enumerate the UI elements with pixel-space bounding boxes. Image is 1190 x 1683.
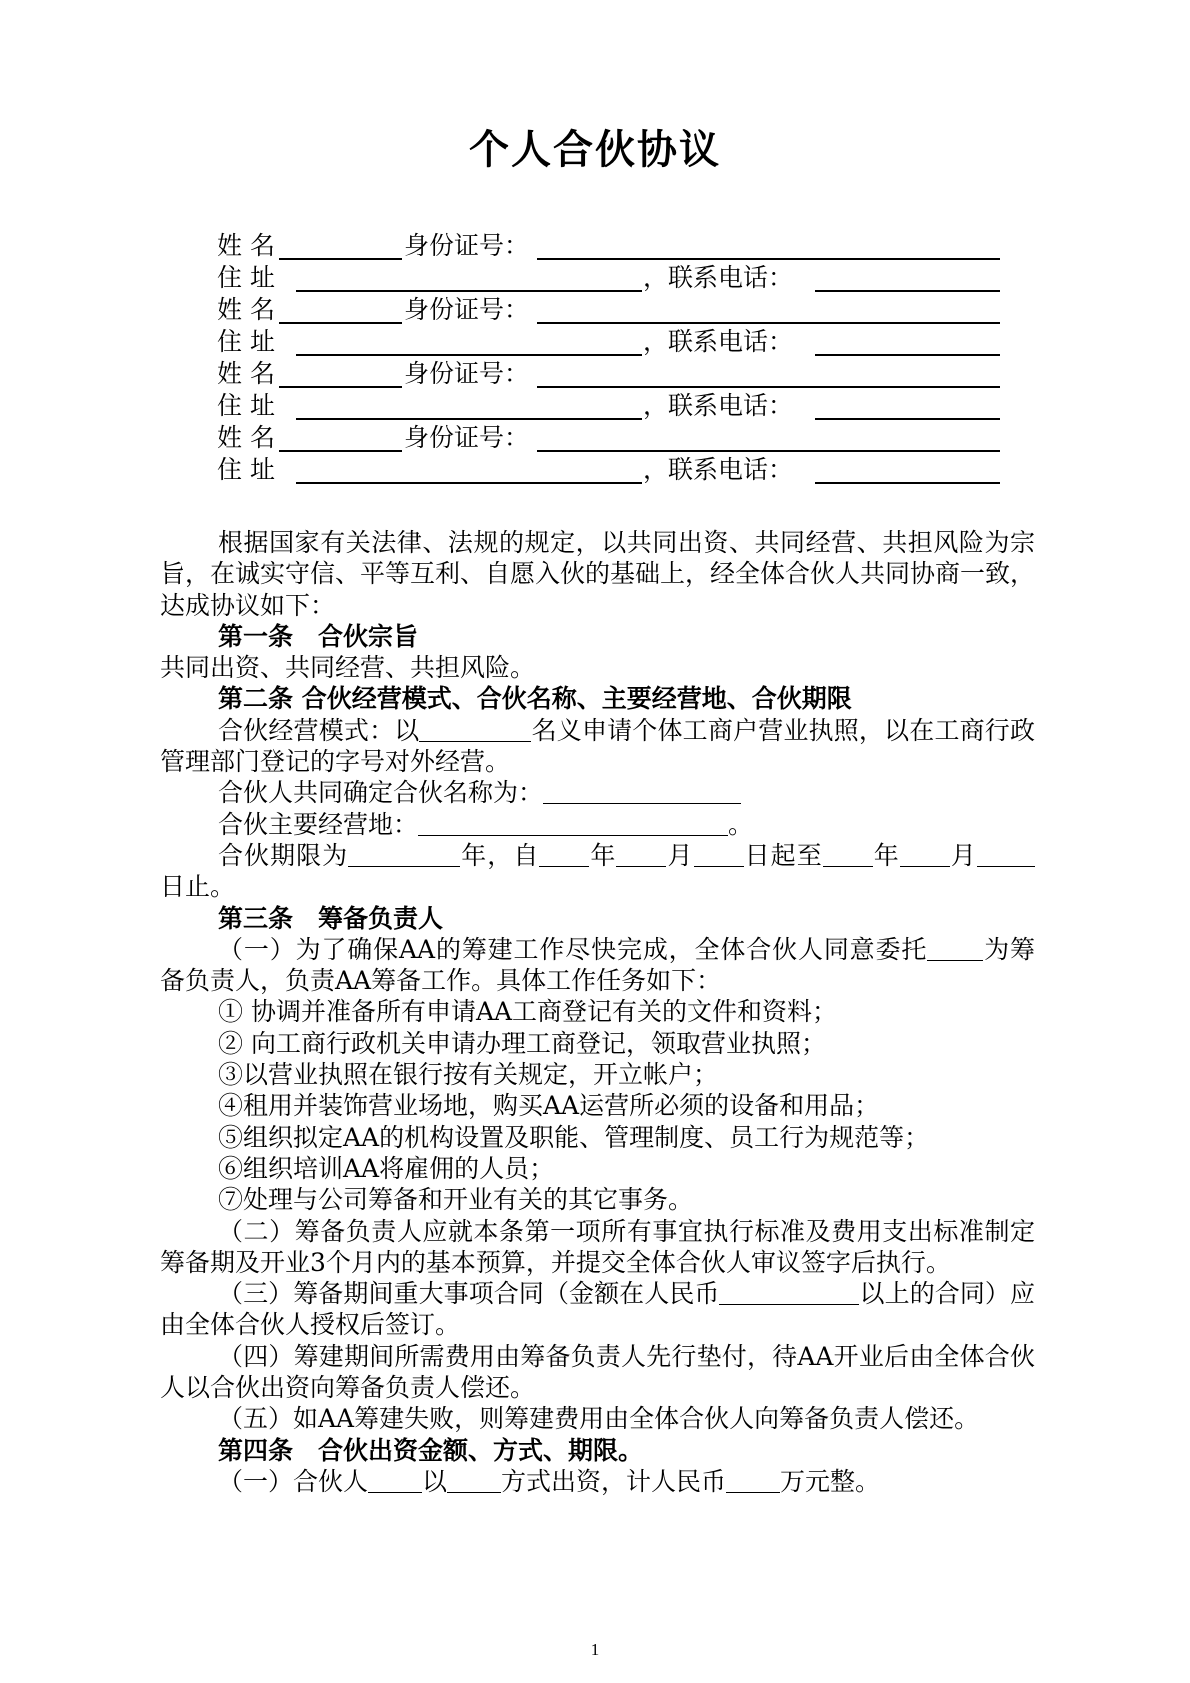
- phone-label: ，联系电话：: [643, 327, 794, 356]
- name-label: 姓 名: [217, 231, 275, 260]
- blank-field[interactable]: [418, 811, 728, 836]
- task-list-item: ⑥组织培训AA将雇佣的人员；: [218, 1153, 555, 1183]
- phone-field[interactable]: [815, 327, 1000, 356]
- blank-field[interactable]: [539, 842, 589, 867]
- article-3-task-list: [160, 996, 1035, 1215]
- article-1-heading: 第一条 合伙宗旨: [218, 621, 419, 651]
- name-label: 姓 名: [217, 359, 275, 388]
- task-list-item: ⑦处理与公司筹备和开业有关的其它事务。: [218, 1185, 694, 1215]
- blank-field[interactable]: [719, 1280, 859, 1305]
- task-list-item: ③以营业执照在银行按有关规定，开立帐户；: [218, 1060, 719, 1090]
- article-1-text: 共同出资、共同经营、共担风险。: [160, 653, 536, 683]
- party-name-row: [217, 423, 1017, 453]
- address-label: 住 址: [217, 263, 275, 292]
- article-3-p3: （三）筹备期间重大事项合同（金额在人民币 以上的合同）应由全体合伙人授权后签订。: [160, 1279, 1035, 1340]
- id-number-field[interactable]: [537, 295, 1000, 324]
- id-label: 身份证号：: [404, 423, 530, 452]
- party-name-row: [217, 295, 1017, 325]
- phone-field[interactable]: [815, 455, 1000, 484]
- blank-field[interactable]: [927, 936, 983, 961]
- address-field[interactable]: [296, 391, 642, 420]
- blank-field[interactable]: [368, 1468, 422, 1493]
- name-label: 姓 名: [217, 423, 275, 452]
- article-3-heading: 第三条 筹备负责人: [218, 903, 444, 933]
- id-label: 身份证号：: [404, 359, 530, 388]
- article-3-p5: （五）如AA筹建失败，则筹建费用由全体合伙人向筹备负责人偿还。: [218, 1404, 980, 1434]
- name-label: 姓 名: [217, 295, 275, 324]
- id-label: 身份证号：: [404, 295, 530, 324]
- address-label: 住 址: [217, 391, 275, 420]
- blank-field[interactable]: [447, 1468, 501, 1493]
- phone-label: ，联系电话：: [643, 391, 794, 420]
- address-label: 住 址: [217, 455, 275, 484]
- party-address-row: [217, 455, 1017, 485]
- blank-field[interactable]: [823, 842, 873, 867]
- party-name-row: [217, 231, 1017, 261]
- article-4-p1: （一）合伙人 以 方式出资，计人民币 万元整。: [218, 1466, 881, 1496]
- document-title: 个人合伙协议: [469, 126, 721, 173]
- party-name-row: [217, 359, 1017, 389]
- article-4-heading: 第四条 合伙出资金额、方式、期限。: [218, 1435, 644, 1465]
- task-list-item: ① 协调并准备所有申请AA工商登记有关的文件和资料；: [218, 997, 838, 1027]
- phone-label: ，联系电话：: [643, 263, 794, 292]
- address-field[interactable]: [296, 263, 642, 292]
- blank-field[interactable]: [900, 842, 950, 867]
- party-address-row: [217, 391, 1017, 421]
- article-2-place: 合伙主要经营地： 。: [218, 809, 754, 839]
- blank-field[interactable]: [694, 842, 744, 867]
- blank-field[interactable]: [616, 842, 666, 867]
- name-field[interactable]: [279, 359, 402, 388]
- blank-field[interactable]: [543, 779, 741, 804]
- id-label: 身份证号：: [404, 231, 530, 260]
- page-number: 1: [590, 1640, 600, 1659]
- phone-field[interactable]: [815, 263, 1000, 292]
- task-list-item: ⑤组织拟定AA的机构设置及职能、管理制度、员工行为规范等；: [218, 1122, 930, 1152]
- id-number-field[interactable]: [537, 359, 1000, 388]
- party-address-row: [217, 327, 1017, 357]
- article-2-name: 合伙人共同确定合伙名称为：: [160, 777, 1035, 808]
- agreement-body: [160, 527, 1035, 1497]
- name-field[interactable]: [279, 231, 402, 260]
- party-address-row: [217, 263, 1017, 293]
- blank-field[interactable]: [419, 717, 531, 742]
- article-3-p2: （二）筹备负责人应就本条第一项所有事宜执行标准及费用支出标准制定筹备期及开业3个月内的基本预算，并提交全体合伙人审议签字后执行。: [160, 1216, 1035, 1277]
- task-list-item: ② 向工商行政机关申请办理工商登记，领取营业执照；: [218, 1028, 826, 1058]
- blank-field[interactable]: [977, 842, 1035, 867]
- task-list-item: ④租用并装饰营业场地，购买AA运营所必须的设备和用品；: [218, 1091, 880, 1121]
- article-2-heading: 第二条 合伙经营模式、合伙名称、主要经营地、合伙期限: [218, 684, 852, 714]
- article-3-p1: （一）为了确保AA的筹建工作尽快完成，全体合伙人同意委托 为筹备负责人，负责AA筹备工作。具体工作任务如下：: [160, 934, 1035, 996]
- address-field[interactable]: [296, 455, 642, 484]
- name-field[interactable]: [279, 295, 402, 324]
- article-2-term: 合伙期限为 年，自 年 月 日起至 年 月日止。: [160, 840, 1035, 903]
- address-field[interactable]: [296, 327, 642, 356]
- id-number-field[interactable]: [537, 423, 1000, 452]
- intro-paragraph: 根据国家有关法律、法规的规定，以共同出资、共同经营、共担风险为宗旨，在诚实守信、平等互利、自愿入伙的基础上，经全体合伙人共同协商一致，达成协议如下：: [160, 528, 1036, 620]
- address-label: 住 址: [217, 327, 275, 356]
- blank-field[interactable]: [348, 842, 460, 867]
- id-number-field[interactable]: [537, 231, 1000, 260]
- name-field[interactable]: [279, 423, 402, 452]
- phone-field[interactable]: [815, 391, 1000, 420]
- article-3-p4: （四）筹建期间所需费用由筹备负责人先行垫付，待AA开业后由全体合伙人以合伙出资向筹备负责人偿还。: [160, 1341, 1035, 1403]
- blank-field[interactable]: [726, 1468, 780, 1493]
- phone-label: ，联系电话：: [643, 455, 794, 484]
- article-2-mode: 合伙经营模式：以 名义申请个体工商户营业执照，以在工商行政管理部门登记的字号对外经营。: [160, 715, 1035, 777]
